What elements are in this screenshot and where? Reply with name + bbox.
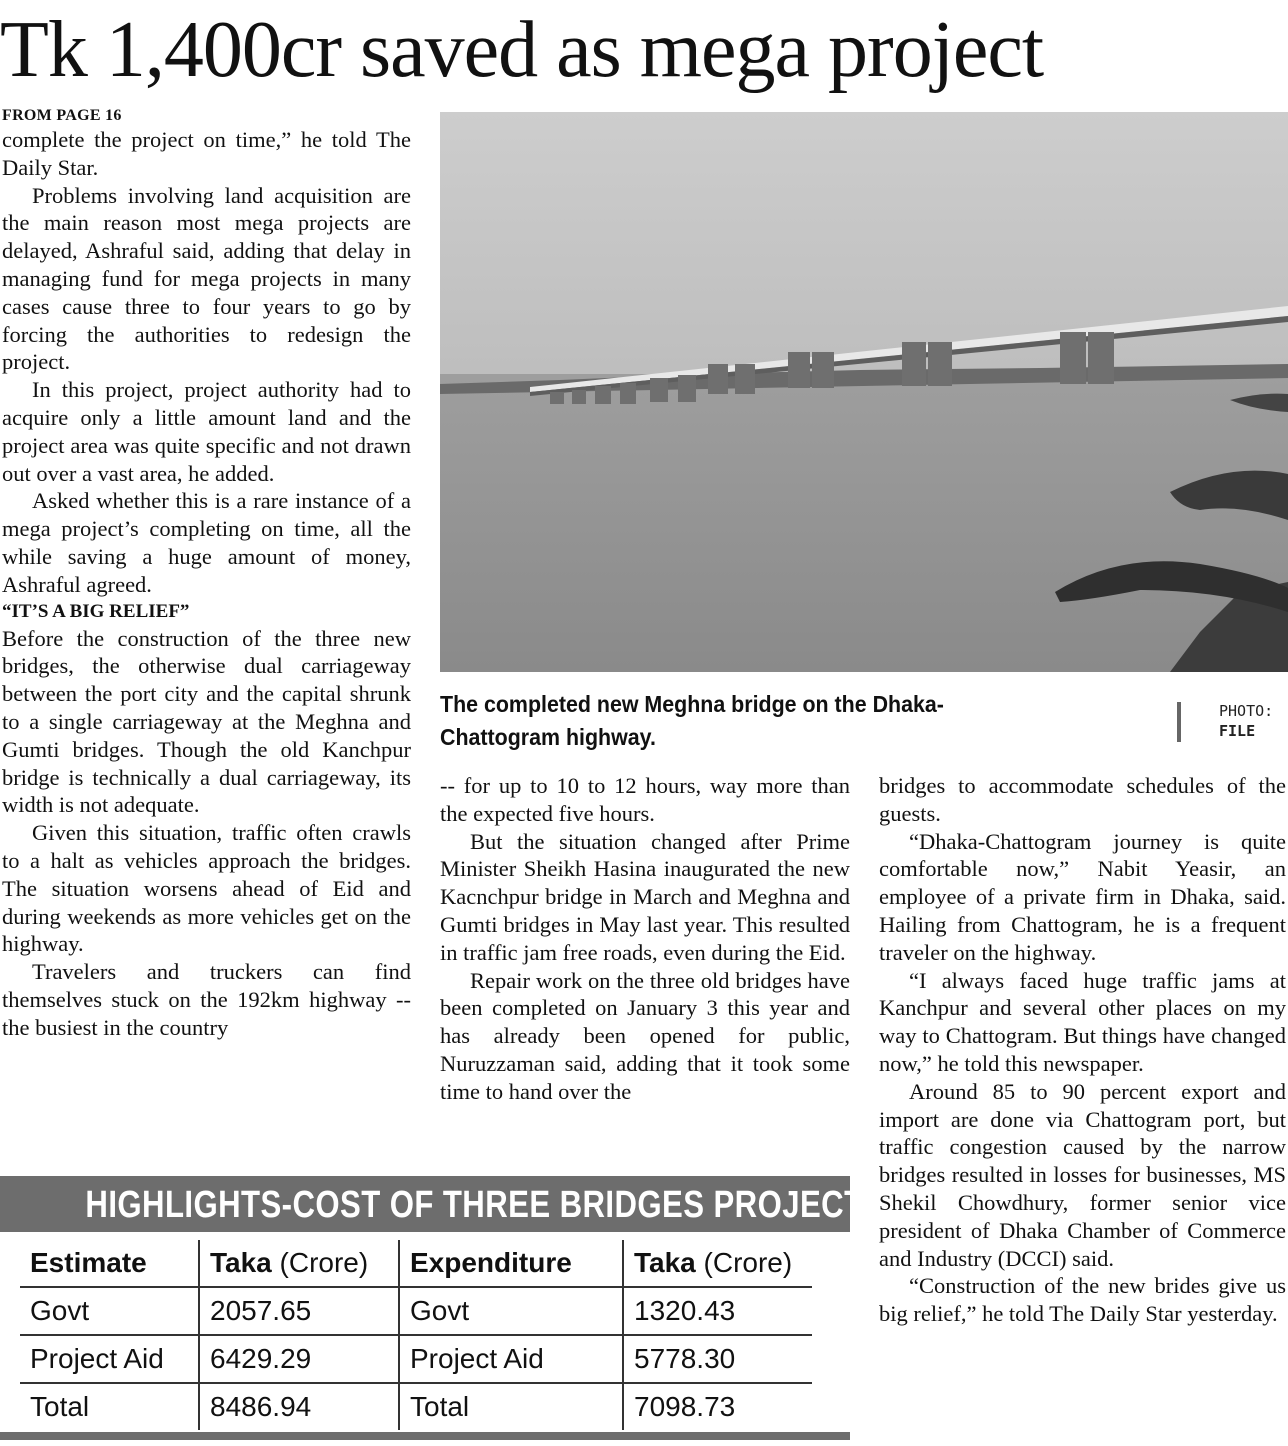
table-row bbox=[20, 1287, 812, 1335]
bridge-photo bbox=[440, 112, 1288, 672]
cell: Total bbox=[20, 1383, 199, 1430]
photo-caption: The completed new Meghna bridge on the Dhaka-Chattogram highway. bbox=[440, 691, 944, 750]
highlights-title: HIGHLIGHTS-COST OF THREE BRIDGES PROJECT bbox=[0, 1176, 850, 1232]
cell: 6429.29 bbox=[199, 1335, 399, 1383]
cell: 8486.94 bbox=[199, 1383, 399, 1430]
credit-divider bbox=[1177, 702, 1181, 742]
paragraph: Before the construction of the three new bridges, the otherwise dual carriageway between the port city and the capital shrunk to a single carriageway at the Meghna and Gumti bridges. Though the old Kanchpur bridge is technically a dual carriageway, its width is not adequate. bbox=[2, 625, 411, 818]
article-column-3 bbox=[879, 772, 1286, 1328]
photo-credit-source: FILE bbox=[1219, 722, 1256, 740]
cell: 2057.65 bbox=[199, 1287, 399, 1335]
cell: Total bbox=[399, 1383, 623, 1430]
header-taka-expenditure: Taka (Crore) bbox=[623, 1240, 812, 1287]
subheading: “IT’S A BIG RELIEF” bbox=[2, 600, 190, 622]
table-row bbox=[20, 1335, 812, 1383]
photo-credit bbox=[1219, 701, 1273, 741]
table-header-row bbox=[20, 1240, 812, 1287]
article-column-1 bbox=[2, 106, 411, 1042]
cell: 1320.43 bbox=[623, 1287, 812, 1335]
article-column-2 bbox=[440, 772, 850, 1106]
cell: Govt bbox=[399, 1287, 623, 1335]
paragraph: “I always faced huge traffic jams at Kanchpur and several other places on my way to Chattogram. But things have changed now,” he told this newspaper. bbox=[879, 967, 1286, 1076]
paragraph: “Dhaka-Chattogram journey is quite comfortable now,” Nabit Yeasir, an employee of a private firm in Dhaka, said. Hailing from Chattogram, he is a frequent traveler on the highway. bbox=[879, 828, 1286, 965]
paragraph: Repair work on the three old bridges have been completed on January 3 this year and has already been opened for public, Nuruzzaman said, adding that it took some time to hand over the bbox=[440, 967, 850, 1104]
cell: 5778.30 bbox=[623, 1335, 812, 1383]
paragraph: Given this situation, traffic often crawls to a halt as vehicles approach the bridges. The situation worsens ahead of Eid and during weekends as more vehicles get on the highway. bbox=[2, 820, 411, 957]
cell: Govt bbox=[20, 1287, 199, 1335]
paragraph: “Construction of the new brides give us big relief,” he told The Daily Star yesterday. bbox=[879, 1273, 1286, 1327]
cost-table bbox=[20, 1240, 812, 1430]
header-taka-estimate: Taka (Crore) bbox=[199, 1240, 399, 1287]
photo-credit-label: PHOTO: bbox=[1219, 702, 1274, 720]
headline: Tk 1,400cr saved as mega project bbox=[0, 6, 1044, 94]
paragraph: Problems involving land acquisition are the main reason most mega projects are delayed, Ashraful said, adding that delay in managing fund for mega projects in many cases cause three to four years to go by forcing the authorities to redesign the project. bbox=[2, 182, 411, 375]
paragraph: complete the project on time,” he told The Daily Star. bbox=[2, 127, 411, 180]
paragraph: bridges to accommodate schedules of the guests. bbox=[879, 773, 1286, 826]
paragraph: In this project, project authority had to acquire only a little amount land and the project area was quite specific and not drawn out over a vast area, he added. bbox=[2, 377, 411, 486]
cell: Project Aid bbox=[20, 1335, 199, 1383]
from-page-kicker: FROM PAGE 16 bbox=[2, 107, 122, 124]
highlights-box bbox=[0, 1176, 864, 1440]
header-estimate: Estimate bbox=[30, 1247, 147, 1278]
paragraph: -- for up to 10 to 12 hours, way more than the expected five hours. bbox=[440, 773, 850, 826]
highlights-bottom-rule bbox=[0, 1432, 850, 1440]
paragraph: Travelers and truckers can find themselves stuck on the 192km highway -- the busiest in the country bbox=[2, 959, 411, 1040]
paragraph: Around 85 to 90 percent export and import are done via Chattogram port, but traffic congestion caused by the narrow bridges resulted in losses for businesses, MS Shekil Chowdhury, former senior vice president of Dhaka Chamber of Commerce and Industry (DCCI) said. bbox=[879, 1078, 1286, 1271]
header-expenditure: Expenditure bbox=[399, 1240, 623, 1287]
paragraph: Asked whether this is a rare instance of a mega project’s completing on time, all the while saving a huge amount of money, Ashraful agreed. bbox=[2, 488, 411, 597]
paragraph: But the situation changed after Prime Minister Sheikh Hasina inaugurated the new Kacnchpur bridge in March and Meghna and Gumti bridges in May last year. This resulted in traffic jam free roads, even during the Eid. bbox=[440, 828, 850, 965]
cell: 7098.73 bbox=[623, 1383, 812, 1430]
cell: Project Aid bbox=[399, 1335, 623, 1383]
table-row bbox=[20, 1383, 812, 1430]
